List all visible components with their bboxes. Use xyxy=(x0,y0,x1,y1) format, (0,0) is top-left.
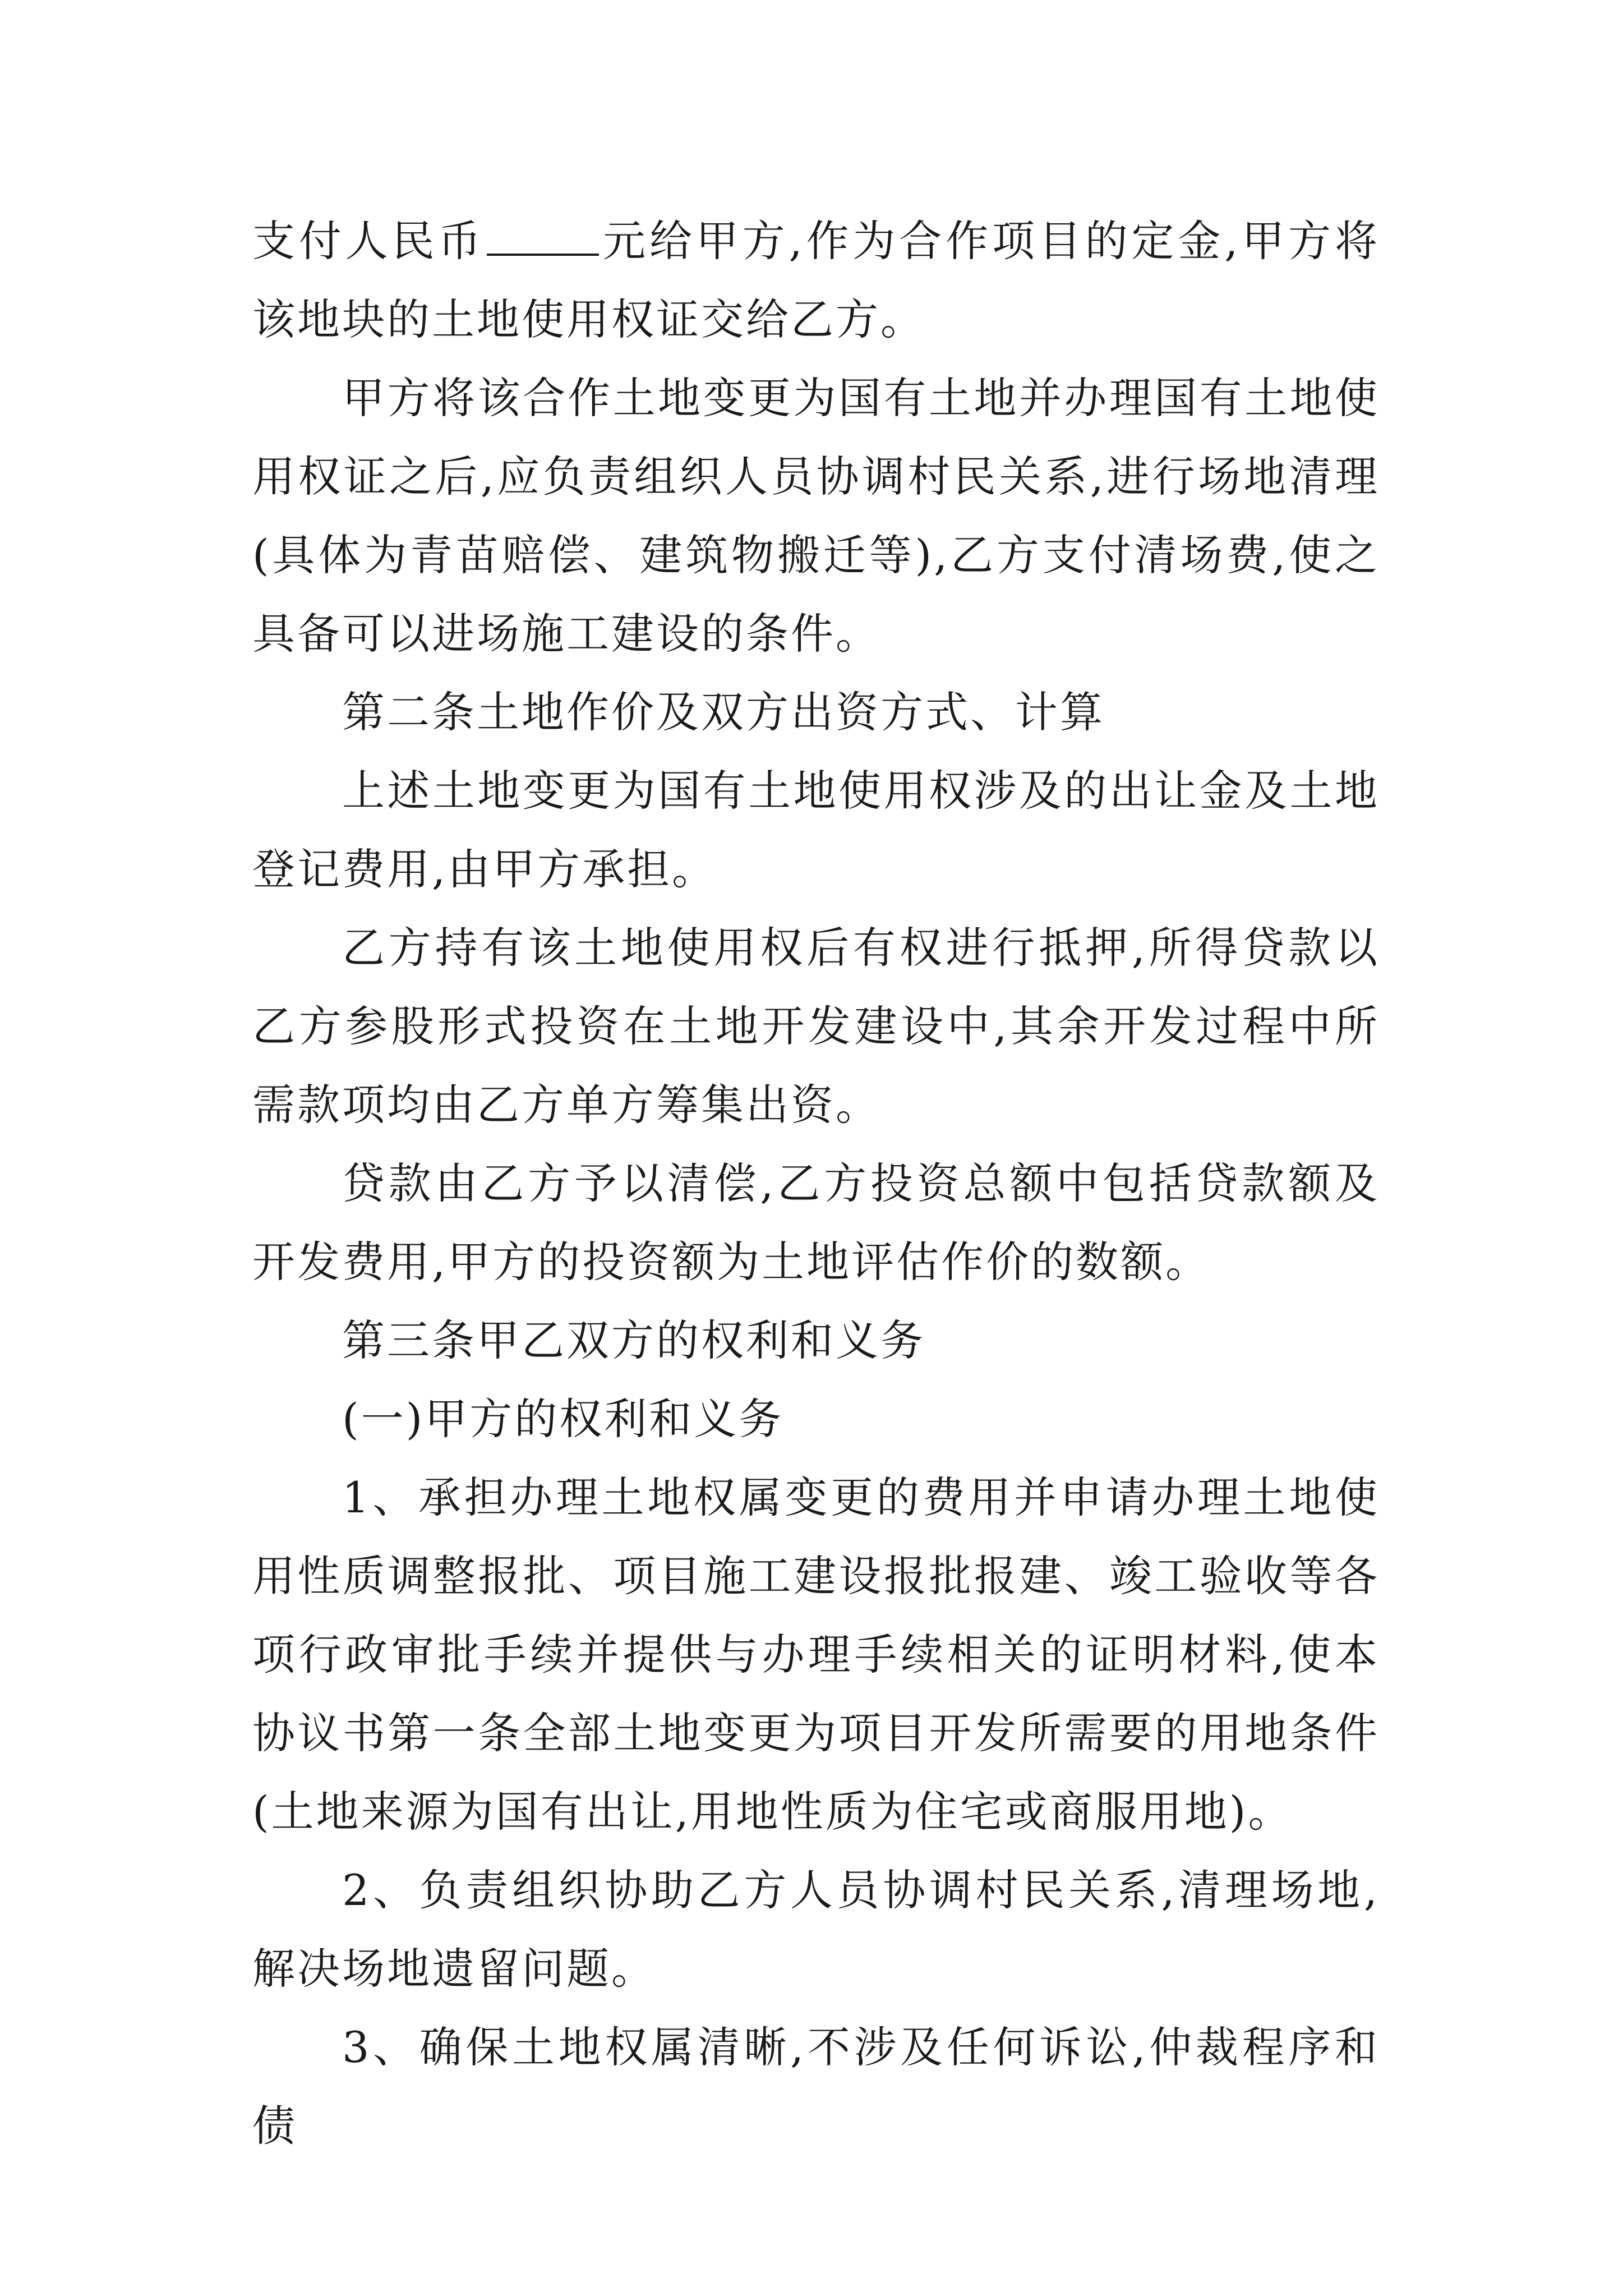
paragraph-deposit xyxy=(252,202,1380,359)
amount-blank-line xyxy=(487,220,599,256)
article-heading-2: 第二条土地作价及双方出资方式、计算 xyxy=(342,687,1105,737)
paragraph-text: 支付人民币 xyxy=(252,216,485,266)
paragraph-text: 元给甲方,作为合作项目的定金,甲方将该地块的土地使用权证交给乙方。 xyxy=(252,216,1380,344)
paragraph-loan-repayment: 贷款由乙方予以清偿,乙方投资总额中包括贷款额及开发费用,甲方的投资额为土地评估作价的数额。 xyxy=(252,1158,1380,1287)
document-body xyxy=(252,202,1380,2165)
paragraph-land-fees: 上述土地变更为国有土地使用权涉及的出让金及土地登记费用,由甲方承担。 xyxy=(252,766,1380,894)
paragraph-site-clearing: 甲方将该合作土地变更为国有土地并办理国有土地使用权证之后,应负责组织人员协调村民关系,进行场地清理(具体为青苗赔偿、建筑物搬迁等),乙方支付清场费,使之具备可以进场施工建设的条件。 xyxy=(252,373,1380,659)
clause-3: 3、确保土地权属清晰,不涉及任何诉讼,仲裁程序和债 xyxy=(252,2022,1380,2151)
article-heading-3: 第三条甲乙双方的权利和义务 xyxy=(342,1315,925,1365)
paragraph-mortgage: 乙方持有该土地使用权后有权进行抵押,所得贷款以乙方参股形式投资在土地开发建设中,其余开发过程中所需款项均由乙方单方筹集出资。 xyxy=(252,923,1380,1130)
clause-2: 2、负责组织协助乙方人员协调村民关系,清理场地,解决场地遗留问题。 xyxy=(252,1865,1380,1994)
clause-1: 1、承担办理土地权属变更的费用并申请办理土地使用性质调整报批、项目施工建设报批报建、竣工验收等各项行政审批手续并提供与办理手续相关的证明材料,使本协议书第一条全部土地变更为项目开发所需要的用地条件(土地来源为国有出让,用地性质为住宅或商服用地)。 xyxy=(252,1473,1380,1837)
section-heading-party-a: (一)甲方的权利和义务 xyxy=(342,1394,784,1444)
